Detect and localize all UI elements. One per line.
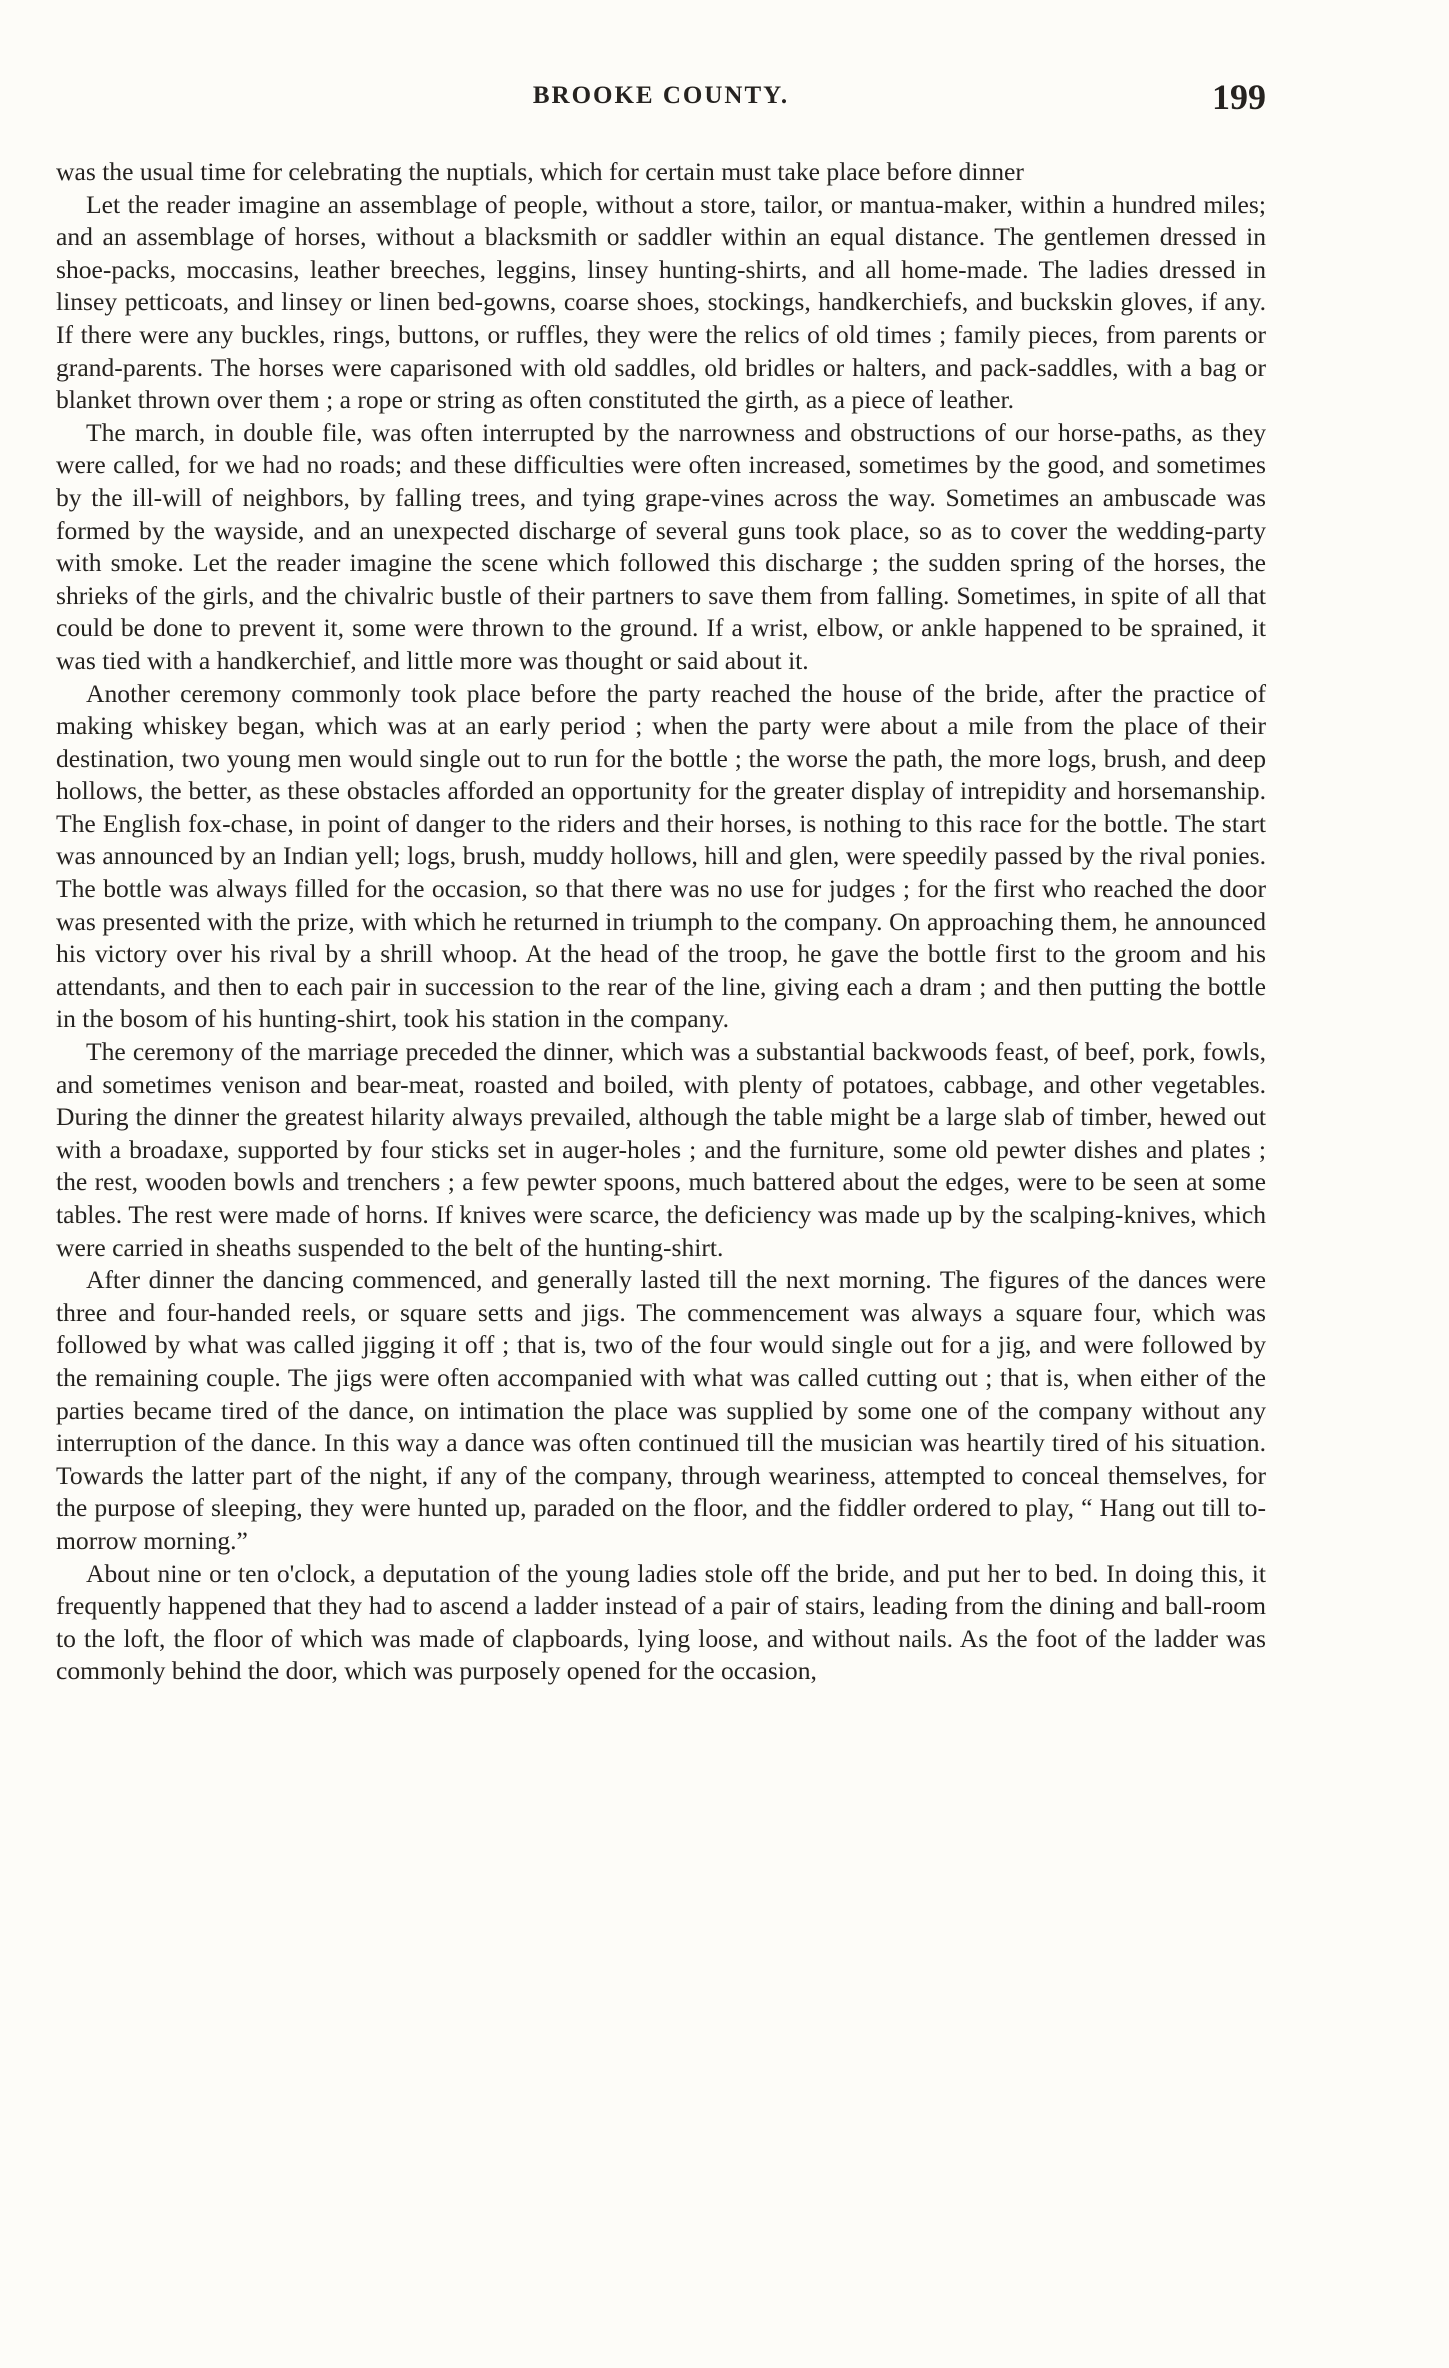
paragraph-dancing: After dinner the dancing commenced, and generally lasted till the next morning. The figures of the dances were three and four-handed reels, or square setts and jigs. The commencement was always a square four, which was followed by what was called jigging it off ; that is, two of the four would single out for a jig, and were followed by the remaining couple. The jigs were often accompanied with what was called cutting out ; that is, when either of the parties became tired of the dance, on intimation the place was supplied by some one of the company without any interruption of the dance. In this way a dance was often continued till the musician was heartily tired of his situation. Towards the latter part of the night, if any of the company, through weariness, attempted to conceal themselves, for the purpose of sleeping, they were hunted up, paraded on the floor, and the fiddler ordered to play, “ Hang out till to-morrow morning.”: [56, 1265, 1266, 1555]
page-number: 199: [1212, 77, 1266, 117]
body-text: [56, 156, 1266, 1688]
paragraph-continued: was the usual time for celebrating the nuptials, which for certain must take place before dinner: [56, 157, 1024, 186]
paragraph-march: The march, in double file, was often interrupted by the narrowness and obstructions of our horse-paths, as they were called, for we had no roads; and these difficulties were often increased, sometimes by the good, and sometimes by the ill-will of neighbors, by falling trees, and tying grape-vines across the way. Sometimes an ambuscade was formed by the wayside, and an unexpected discharge of several guns took place, so as to cover the wedding-party with smoke. Let the reader imagine the scene which followed this discharge ; the sudden spring of the horses, the shrieks of the girls, and the chivalric bustle of their partners to save them from falling. Sometimes, in spite of all that could be done to prevent it, some were thrown to the ground. If a wrist, elbow, or ankle happened to be sprained, it was tied with a handkerchief, and little more was thought or said about it.: [56, 417, 1266, 675]
running-head: [56, 76, 1266, 116]
running-title: BROOKE COUNTY.: [532, 82, 790, 109]
paragraph-dinner: The ceremony of the marriage preceded the dinner, which was a substantial backwoods feast, of beef, pork, fowls, and sometimes venison and bear-meat, roasted and boiled, with plenty of potatoes, cabbage, and other vegetables. During the dinner the greatest hilarity always prevailed, although the table might be a large slab of timber, hewed out with a broadaxe, supported by four sticks set in auger-holes ; and the furniture, some old pewter dishes and plates ; the rest, wooden bowls and trenchers ; a few pewter spoons, much battered about the edges, were to be seen at some tables. The rest were made of horns. If knives were scarce, the deficiency was made up by the scalping-knives, which were carried in sheaths suspended to the belt of the hunting-shirt.: [56, 1037, 1266, 1262]
paragraph-bride: About nine or ten o'clock, a deputation of the young ladies stole off the bride, and put her to bed. In doing this, it frequently happened that they had to ascend a ladder instead of a pair of stairs, leading from the dining and ball-room to the loft, the floor of which was made of clapboards, lying loose, and without nails. As the foot of the ladder was commonly behind the door, which was purposely opened for the occasion,: [56, 1558, 1266, 1686]
paragraph-assemblage: Let the reader imagine an assemblage of people, without a store, tailor, or mantua-maker, within a hundred miles; and an assemblage of horses, without a blacksmith or saddler within an equal distance. The gentlemen dressed in shoe-packs, moccasins, leather breeches, leggins, linsey hunting-shirts, and all home-made. The ladies dressed in linsey petticoats, and linsey or linen bed-gowns, coarse shoes, stockings, handkerchiefs, and buckskin gloves, if any. If there were any buckles, rings, buttons, or ruffles, they were the relics of old times ; family pieces, from parents or grand-parents. The horses were caparisoned with old saddles, old bridles or halters, and pack-saddles, with a bag or blanket thrown over them ; a rope or string as often constituted the girth, as a piece of leather.: [56, 189, 1266, 415]
paragraph-bottle-race: Another ceremony commonly took place before the party reached the house of the bride, after the practice of making whiskey began, which was at an early period ; when the party were about a mile from the place of their destination, two young men would single out to run for the bottle ; the worse the path, the more logs, brush, and deep hollows, the better, as these obstacles afforded an opportunity for the greater display of intrepidity and horsemanship. The English fox-chase, in point of danger to the riders and their horses, is nothing to this race for the bottle. The start was announced by an Indian yell; logs, brush, muddy hollows, hill and glen, were speedily passed by the rival ponies. The bottle was always filled for the occasion, so that there was no use for judges ; for the first who reached the door was presented with the prize, with which he returned in triumph to the company. On approaching them, he announced his victory over his rival by a shrill whoop. At the head of the troop, he gave the bottle first to the groom and his attendants, and then to each pair in succession to the rear of the line, giving each a dram ; and then putting the bottle in the bosom of his hunting-shirt, took his station in the company.: [56, 678, 1266, 1034]
